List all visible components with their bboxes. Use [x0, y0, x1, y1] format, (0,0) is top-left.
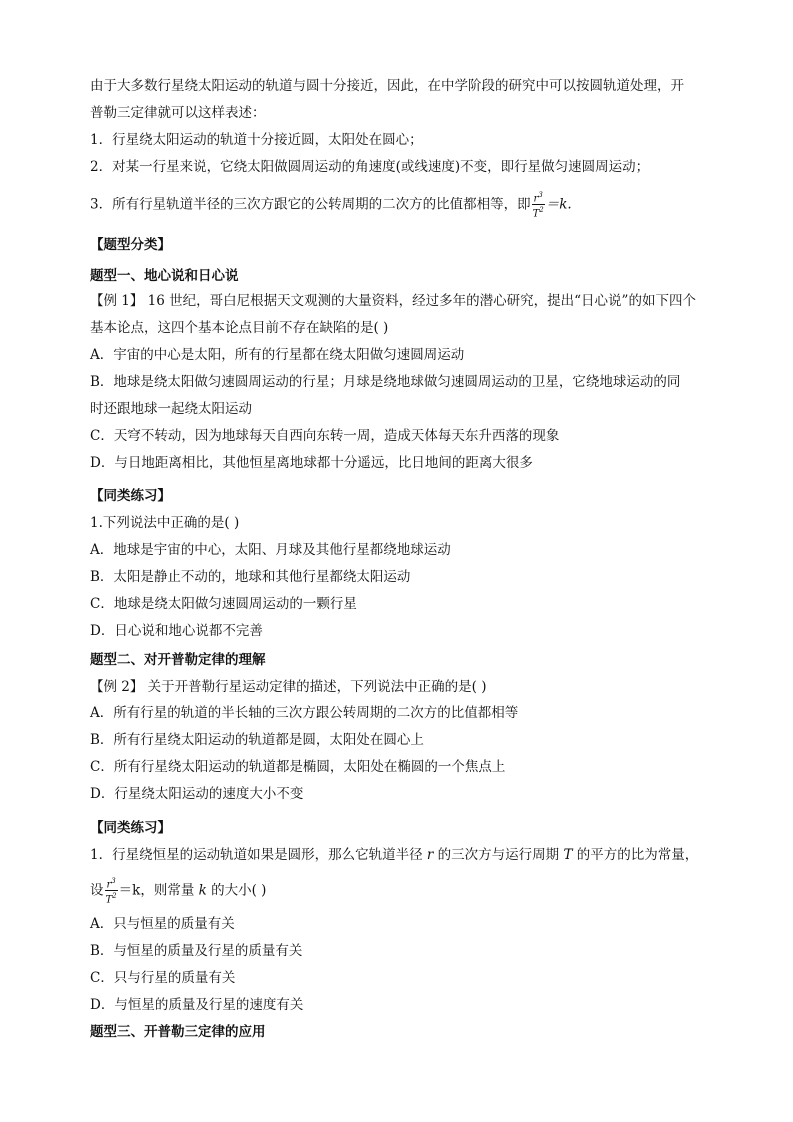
type1-title: 题型一、地心说和日心说: [90, 268, 239, 284]
constant-fraction: $\frac{r^3}{T^2}$: [105, 877, 117, 906]
example1-option-a: A．宇宙的中心是太阳，所有的行星都在绕太阳做匀速圆周运动: [90, 347, 465, 363]
practice2-question-line-1: 1．行星绕恒星的运动轨道如果是圆形，那么它轨道半径 r 的三次方与运行周期 T 的平方的比为常量，: [90, 847, 699, 863]
practice1-option-c: C．地球是绕太阳做匀速圆周运动的一颗行星: [90, 596, 357, 612]
practice2-option-d: D．与恒星的质量及行星的速度有关: [90, 997, 304, 1013]
example1-line-1: 【例 1】 16 世纪，哥白尼根据天文观测的大量资料，经过多年的潜心研究，提出“日心说”的如下四个: [90, 293, 696, 309]
law-3-equals: ＝k.: [545, 196, 572, 213]
law-3-text: 3．所有行星轨道半径的三次方跟它的公转周期的二次方的比值都相等，即: [90, 196, 531, 213]
practice2-question-line-2: 设 $\frac{r^3}{T^2}$ ＝k，则常量 k 的大小( ): [90, 877, 267, 906]
practice1-option-d: D．日心说和地心说都不完善: [90, 623, 263, 639]
example1-option-c: C．天穹不转动，因为地球每天自西向东转一周，造成天体每天东升西落的现象: [90, 428, 560, 444]
type3-title: 题型三、开普勒三定律的应用: [90, 1024, 266, 1040]
practice1-heading: 【同类练习】: [90, 488, 171, 504]
type2-title: 题型二、对开普勒定律的理解: [90, 652, 266, 668]
practice1-option-a: A．地球是宇宙的中心，太阳、月球及其他行星都绕地球运动: [90, 542, 451, 558]
practice1-question: 1.下列说法中正确的是( ): [90, 515, 240, 531]
example2-question: 【例 2】 关于开普勒行星运动定律的描述，下列说法中正确的是( ): [90, 679, 487, 695]
example1-option-b-line-1: B．地球是绕太阳做匀速圆周运动的行星；月球是绕地球做匀速圆周运动的卫星，它绕地球运动的同: [90, 374, 681, 390]
practice1-option-b: B．太阳是静止不动的，地球和其他行星都绕太阳运动: [90, 569, 411, 585]
section-heading: 【题型分类】: [90, 237, 171, 253]
example2-option-a: A．所有行星的轨道的半长轴的三次方跟公转周期的二次方的比值都相等: [90, 705, 519, 721]
example2-option-c: C．所有行星绕太阳运动的轨道都是椭圆，太阳处在椭圆的一个焦点上: [90, 759, 506, 775]
example1-option-d: D．与日地距离相比，其他恒星离地球都十分遥远，比日地间的距离大很多: [90, 455, 533, 471]
practice2-option-c: C．只与行星的质量有关: [90, 970, 236, 986]
intro-line-1: 由于大多数行星绕太阳运动的轨道与圆十分接近，因此，在中学阶段的研究中可以按圆轨道处理，开: [90, 78, 684, 94]
practice2-heading: 【同类练习】: [90, 820, 171, 836]
example2-option-d: D．行星绕太阳运动的速度大小不变: [90, 786, 304, 802]
example1-line-2: 基本论点，这四个基本论点目前不存在缺陷的是( ): [90, 320, 389, 336]
law-1: 1．行星绕太阳运动的轨道十分接近圆，太阳处在圆心；: [90, 132, 423, 148]
law-3-fraction: $\frac{r^3}{T^2}$: [532, 191, 544, 220]
example2-option-b: B．所有行星绕太阳运动的轨道都是圆，太阳处在圆心上: [90, 732, 424, 748]
law-3: [90, 190, 572, 220]
practice2-option-b: B．与恒星的质量及行星的质量有关: [90, 943, 303, 959]
practice2-option-a: A．只与恒星的质量有关: [90, 916, 235, 932]
intro-line-2: 普勒三定律就可以这样表述：: [90, 105, 266, 121]
example1-option-b-line-2: 时还跟地球一起绕太阳运动: [90, 401, 252, 417]
law-2: 2．对某一行星来说，它绕太阳做圆周运动的角速度(或线速度)不变，即行星做匀速圆周运动；: [90, 159, 650, 175]
